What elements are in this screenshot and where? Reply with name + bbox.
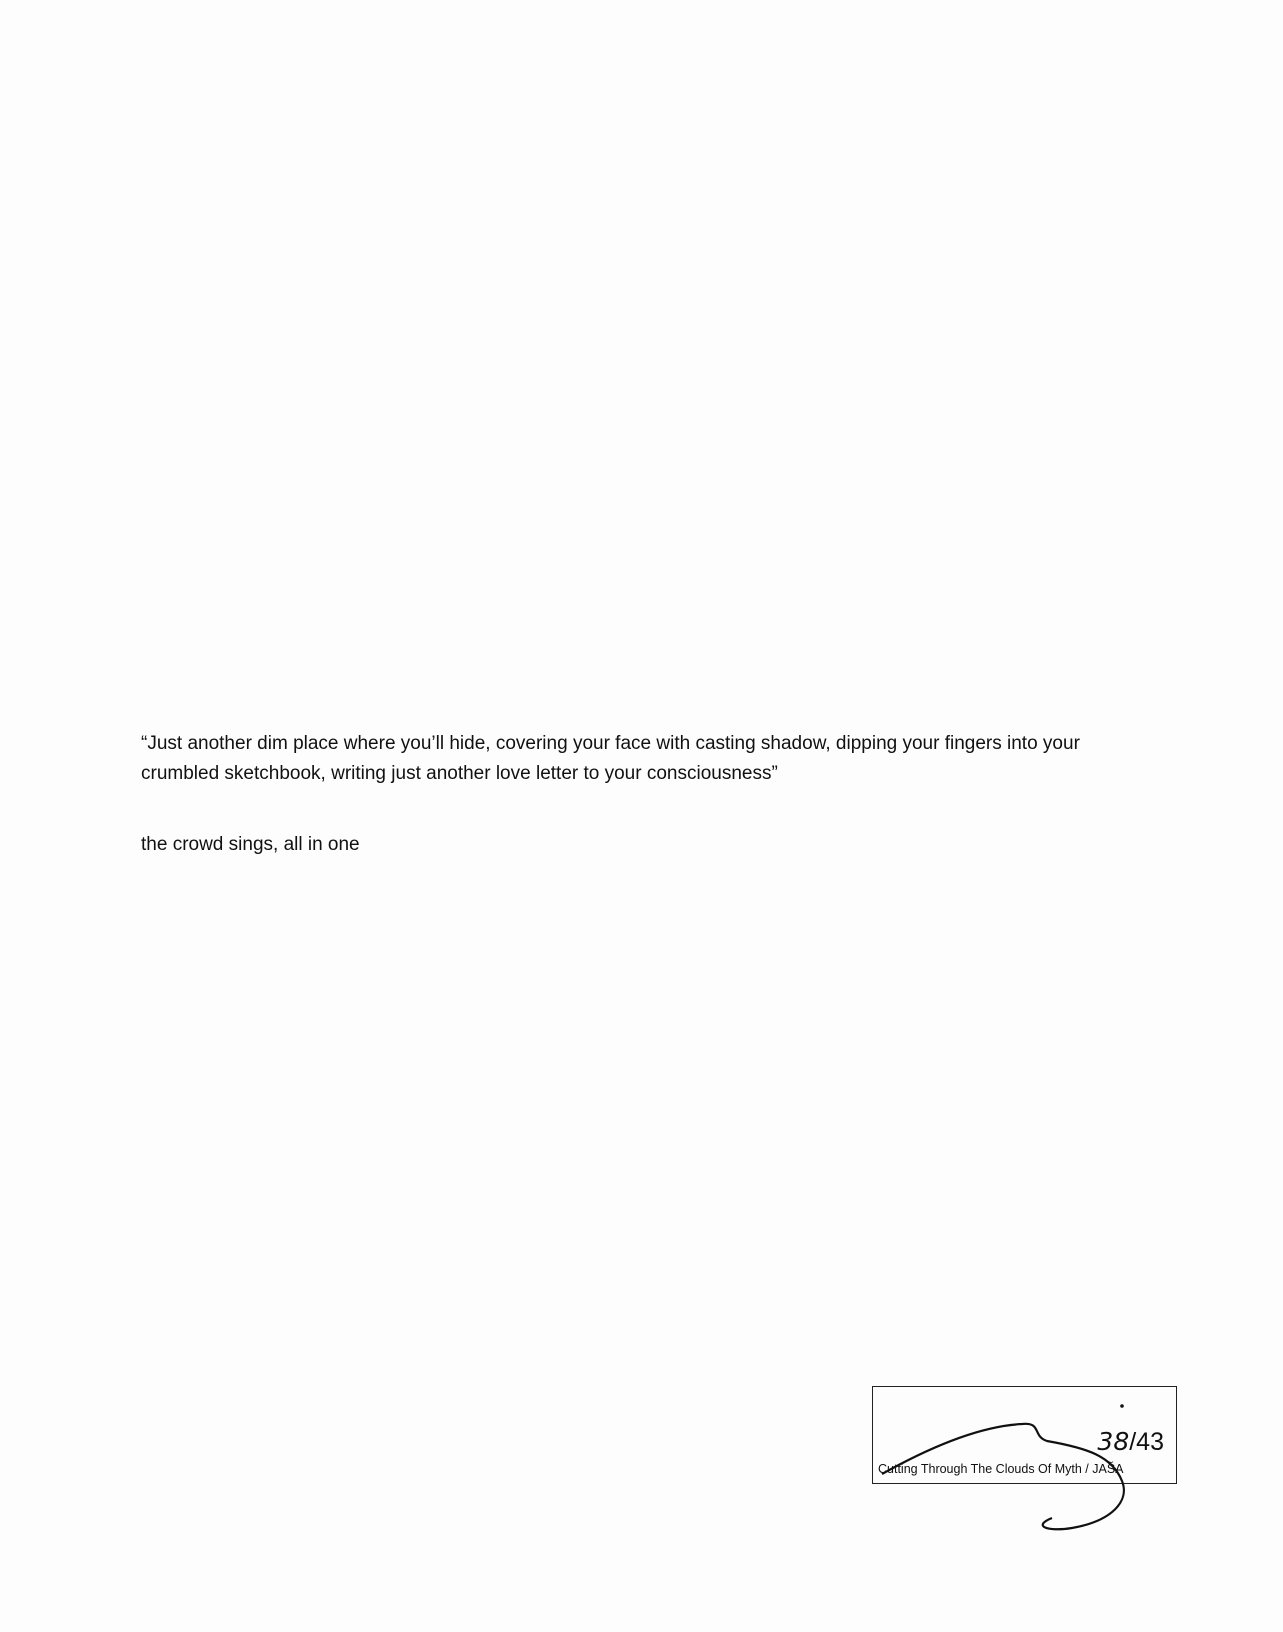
footer-box <box>872 1386 1177 1484</box>
page-current: 38 <box>1097 1427 1130 1456</box>
attribution-text: the crowd sings, all in one <box>141 834 360 855</box>
page-number <box>1097 1427 1164 1457</box>
quote-text: “Just another dim place where you’ll hide, covering your face with casting shadow, dipping your fingers into your crumbled sketchbook, writing just another love letter to your consciousness” <box>141 733 1080 784</box>
footer-caption: Cutting Through The Clouds Of Myth / JAŠA <box>878 1462 1124 1476</box>
page-total: /43 <box>1129 1428 1164 1456</box>
